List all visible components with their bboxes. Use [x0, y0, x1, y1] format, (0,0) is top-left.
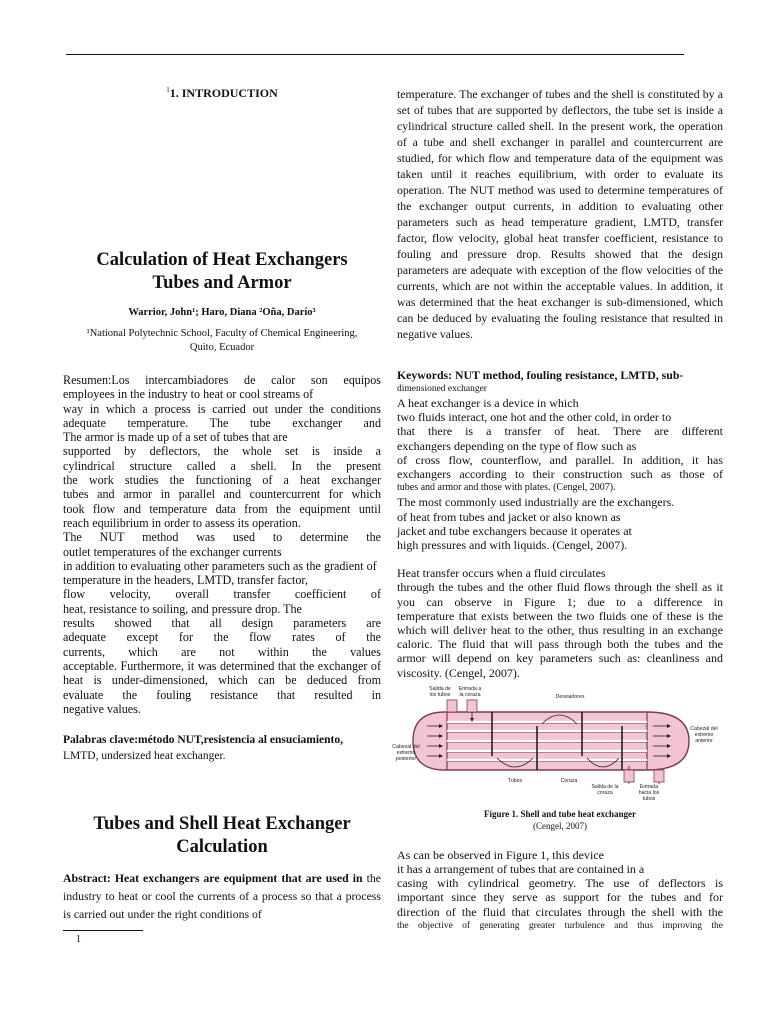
body-line: As can be observed in Figure 1, this device — [397, 847, 604, 862]
label-entrada-coraza: Entrada a la coraza — [458, 685, 482, 698]
shell-and-tube-diagram — [397, 686, 723, 808]
palabras-clave-label: Palabras clave:método NUT,resistencia al ensuciamiento, — [63, 734, 344, 747]
resumen-line: the work studies the functioning of a heat exchanger — [63, 473, 381, 488]
affiliation — [63, 327, 381, 355]
body-line: of heat from tubes and jacket or also known as — [397, 509, 621, 524]
label-salida-tubos: Salida de los tubos — [429, 685, 451, 698]
resumen-line: adequate except for the flow rates of the — [63, 630, 381, 645]
body-line: jacket and tube exchangers because it operates at — [397, 523, 632, 538]
paper-title — [63, 249, 381, 295]
body-line: A heat exchanger is a device in which — [397, 396, 579, 410]
resumen-line: outlet temperatures of the exchanger currents — [63, 544, 282, 559]
palabras-clave — [63, 732, 381, 764]
figure-caption-source: (Cengel, 2007) — [533, 820, 587, 831]
title-line-2: Tubes and Armor — [152, 273, 292, 293]
resumen-line: way in which a process is carried out under the conditions — [63, 401, 381, 416]
resumen-line: negative values. — [63, 701, 141, 716]
label-tubos: Tubos — [507, 777, 523, 784]
header-rule — [66, 54, 684, 55]
right-column — [392, 86, 723, 933]
label-coraza: Coraza — [560, 777, 578, 784]
body-line: exchangers according to their construction such as those of — [397, 467, 723, 482]
label-cabezal-posterior: Cabezal del extremo posterior — [392, 743, 420, 762]
resumen-line: results showed that all design parameters are — [63, 616, 381, 631]
label-desviadores: Desviadores — [555, 693, 585, 700]
body-line: the objective of generating greater turbulence and thus improving the — [397, 920, 723, 931]
label-salida-coraza: Salida de la coraza — [591, 783, 619, 796]
section-title — [63, 813, 381, 859]
affiliation-line-2: Quito, Ecuador — [189, 342, 255, 353]
nozzle-shell-outlet — [624, 770, 634, 782]
abstract-label: Abstract: Heat exchangers are equipment that are used in — [63, 871, 363, 886]
resumen-line: reach equilibrium in order to assess its operation. — [63, 515, 301, 530]
resumen-line: in addition to evaluating other parameters such as the gradient of — [63, 558, 377, 573]
label-cabezal-anterior: Cabezal del extremo anterior — [690, 725, 718, 744]
resumen-line: The NUT method was used to determine the — [63, 530, 381, 545]
left-column — [63, 86, 381, 923]
label-entrada-tubos: Entrada hacia los tubos — [638, 783, 660, 802]
body-line: two fluids interact, one hot and the other cold, in order to — [397, 410, 672, 425]
body-line: it has a arrangement of tubes that are contained in a — [397, 862, 645, 877]
body-line: armor will depend on key parameters such as: cleanliness and — [397, 651, 723, 666]
body-line: that there is a transfer of heat. There are different — [397, 424, 723, 439]
resumen-line: flow velocity, overall transfer coefficient of — [63, 587, 381, 602]
heat-exchanger-paragraph — [397, 396, 723, 552]
body-line: viscosity. (Cengel, 2007). — [397, 665, 520, 680]
body-line: exchangers depending on the type of flow such as — [397, 438, 637, 453]
body-line: important since they serve as support for the tubes and for — [397, 890, 723, 905]
intro-footnote-sup: 1 — [166, 86, 170, 94]
body-line: of cross flow, counterflow, and parallel. In addition, it has — [397, 452, 723, 467]
body-line: The most commonly used industrially are the exchangers. — [397, 495, 675, 510]
resumen-paragraph — [63, 373, 381, 716]
keywords — [397, 368, 723, 396]
resumen-line: employees in the industry to heat or cool streams of — [63, 387, 314, 402]
footnote-rule — [63, 930, 143, 931]
intro-heading — [63, 86, 381, 101]
body-line: high pressures and with liquids. (Cengel, 2007). — [397, 538, 628, 553]
resumen-line: took flow and temperature data from the equipment until — [63, 501, 381, 516]
nozzle-tube-inlet — [654, 770, 664, 782]
keywords-sub: dimensioned exchanger — [397, 384, 487, 394]
right-intro-paragraph: temperature. The exchanger of tubes and the shell is constituted by a set of tubes that are supported by deflectors, the tube set is inside a cylindrical structure called shell. In the present work, the operation of a tube and shell exchanger in parallel and countercurrent are studied, for which flow and temperature data of the equipment was taken until it reaches equilibrium, with order to evaluate its operation. The NUT method was used to determine temperatures of the exchanger output currents, in addition to evaluating other parameters such as head temperature gradient, LMTD, transfer factor, flow velocity, global heat transfer coefficient, resistance to fouling and pressure drop. Results showed that the design parameters are adequate with exception of the flow velocities of the currents, which are not within the acceptable values. In addition, it was determined that the heat exchanger is sub-dimensioned, which can be deduced by evaluating the fouling resistance that resulted in negative values. — [397, 87, 723, 341]
resumen-line: temperature in the headers, LMTD, transfer factor, — [63, 573, 308, 588]
heat-transfer-paragraph — [397, 566, 723, 680]
body-line: Heat transfer occurs when a fluid circulates — [397, 566, 606, 581]
resumen-line: evaluate the fouling resistance that resulted in — [63, 687, 381, 702]
body-line: which will deliver heat to the other, thus resulting in an exchange — [397, 623, 723, 638]
resumen-line: heat, resistance to soiling, and pressure drop. The — [63, 601, 302, 616]
section-title-line-1: Tubes and Shell Heat Exchanger — [93, 814, 351, 835]
affiliation-line-1: ¹National Polytechnic School, Faculty of Chemical Engineering, — [86, 328, 358, 339]
nozzle-tube-outlet — [447, 700, 457, 712]
resumen-line: The armor is made up of a set of tubes that are — [63, 430, 288, 445]
intro-heading-text: 1. INTRODUCTION — [169, 86, 278, 100]
abstract-text: the industry to heat or cool the currents of a process so that a process is carried out under the right conditions of — [63, 871, 381, 922]
body-line: through the tubes and the other fluid flows through the shell as it — [397, 580, 723, 595]
body-line: tubes and armor and those with plates. (Cengel, 2007). — [397, 482, 616, 494]
body-line: direction of the fluid that circulates through the shell with the — [397, 904, 723, 919]
figure-1 — [392, 685, 723, 808]
figure-discussion-paragraph — [397, 848, 723, 933]
resumen-line: supported by deflectors, the whole set is inside a — [63, 444, 381, 459]
resumen-line: currents, which are not within the values — [63, 644, 381, 659]
body-line: you can observe in Figure 1; due to a difference in — [397, 594, 723, 609]
abstract-paragraph — [63, 869, 381, 923]
resumen-line: heat is under-dimensioned, which can be deduced from — [63, 673, 381, 688]
figure-caption-title: Figure 1. Shell and tube heat exchanger — [483, 808, 637, 819]
title-line-1: Calculation of Heat Exchangers — [96, 250, 348, 270]
resumen-line: Resumen:Los intercambiadores de calor son equipos — [63, 373, 381, 387]
body-line: temperature that exists between the two fluids one of these is the — [397, 608, 723, 623]
section-title-line-2: Calculation — [176, 837, 268, 858]
body-line: caloric. The fluid that will pass through both the tubes and the — [397, 637, 723, 652]
figure-caption — [397, 808, 723, 832]
resumen-line: acceptable. Furthermore, it was determined that the exchanger of — [63, 658, 381, 673]
footnote-mark: 1 — [76, 934, 81, 945]
resumen-line: tubes and armor in parallel and countercurrent for which — [63, 487, 381, 502]
paragraph-gap — [397, 552, 723, 566]
keywords-label: Keywords: NUT method, fouling resistance, LMTD, sub- — [397, 368, 684, 382]
nozzle-shell-inlet — [467, 700, 477, 712]
palabras-clave-text: LMTD, undersized heat exchanger. — [63, 750, 226, 763]
body-line: casing with cylindrical geometry. The use of deflectors is — [397, 876, 723, 891]
resumen-line: cylindrical structure called a shell. In the present — [63, 458, 381, 473]
authors: Warrior, John¹; Haro, Diana ²Oña, Darío³ — [128, 307, 316, 318]
resumen-line: adequate temperature. The tube exchanger and — [63, 415, 381, 430]
